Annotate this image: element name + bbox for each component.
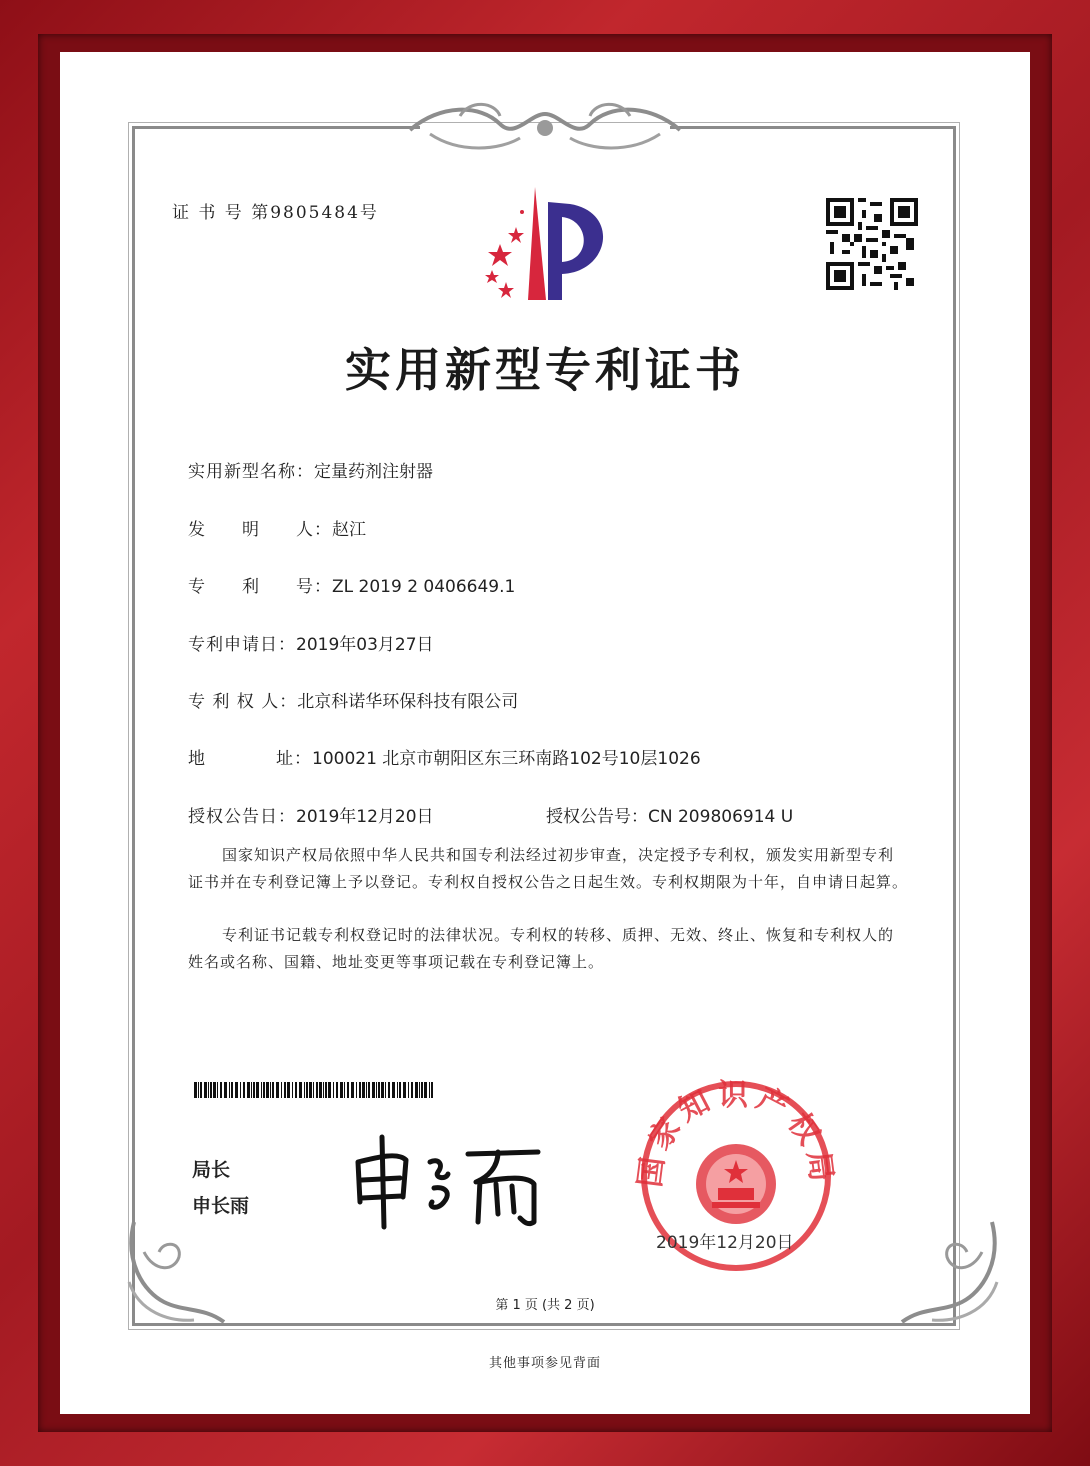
- svg-text:国家知识产权局: 国家知识产权局: [632, 1077, 840, 1190]
- qr-code-icon: [826, 198, 918, 290]
- field-value: 2019年03月27日: [296, 635, 434, 655]
- field-value: ZL 2019 2 0406649.1: [332, 577, 516, 597]
- page-title: 实用新型专利证书: [345, 343, 745, 397]
- field-label: 地: [188, 749, 206, 769]
- see-reverse-note: 其他事项参见背面: [488, 1356, 601, 1371]
- field-value: 定量药剂注射器: [314, 462, 433, 482]
- field-value: 2019年12月20日: [296, 807, 434, 827]
- field-value: 100021 北京市朝阳区东三环南路102号10层1026: [312, 749, 701, 769]
- field-label: 发 明 人：: [188, 520, 332, 540]
- field-label: 授权公告号：: [546, 807, 648, 827]
- application-date-row: [188, 630, 434, 655]
- notice-paragraph: 专利证书记载专利权登记时的法律状况。专利权的转移、质押、无效、终止、恢复和专利权人的姓名或名称、国籍、地址变更等事项记载在专利登记簿上。: [188, 926, 895, 971]
- director-title: 局长: [192, 1159, 231, 1181]
- field-label: 实用新型名称：: [188, 462, 314, 482]
- grant-number-row: [546, 802, 793, 827]
- grant-date-row: [188, 802, 434, 827]
- utility-model-name-row: [188, 457, 433, 482]
- patent-office-logo-icon: [470, 182, 620, 307]
- corner-ornament-icon: [892, 1212, 1002, 1332]
- field-value: CN 209806914 U: [648, 807, 794, 827]
- field-value: 北京科诺华环保科技有限公司: [297, 692, 519, 712]
- field-label: 专 利 号：: [188, 577, 332, 597]
- field-label: 授权公告日：: [188, 807, 296, 827]
- seal-date: 2019年12月20日: [656, 1233, 794, 1253]
- certificate-page: [60, 52, 1030, 1414]
- corner-ornament-icon: [124, 1212, 234, 1332]
- page-number: 第 1 页 (共 2 页): [495, 1298, 595, 1313]
- top-ornament-icon: [400, 94, 690, 164]
- notice-paragraph: 国家知识产权局依照中华人民共和国专利法经过初步审查，决定授予专利权，颁发实用新型专利证书并在专利登记簿上予以登记。专利权自授权公告之日起生效。专利权期限为十年，自申请日起算。: [188, 846, 909, 891]
- barcode-icon: [194, 1082, 434, 1098]
- inventor-row: [188, 515, 366, 540]
- patent-number-row: [188, 572, 515, 597]
- field-value: 赵江: [332, 520, 366, 540]
- field-label: 专利申请日：: [188, 635, 296, 655]
- patentee-row: [188, 687, 518, 712]
- signature-icon: [348, 1122, 548, 1232]
- field-label: 专 利 权 人：: [188, 692, 298, 712]
- field-label: 址：: [276, 749, 312, 769]
- address-row: [188, 744, 701, 769]
- director-name: 申长雨: [192, 1195, 250, 1217]
- certificate-number: 证 书 号 第9805484号: [172, 203, 379, 223]
